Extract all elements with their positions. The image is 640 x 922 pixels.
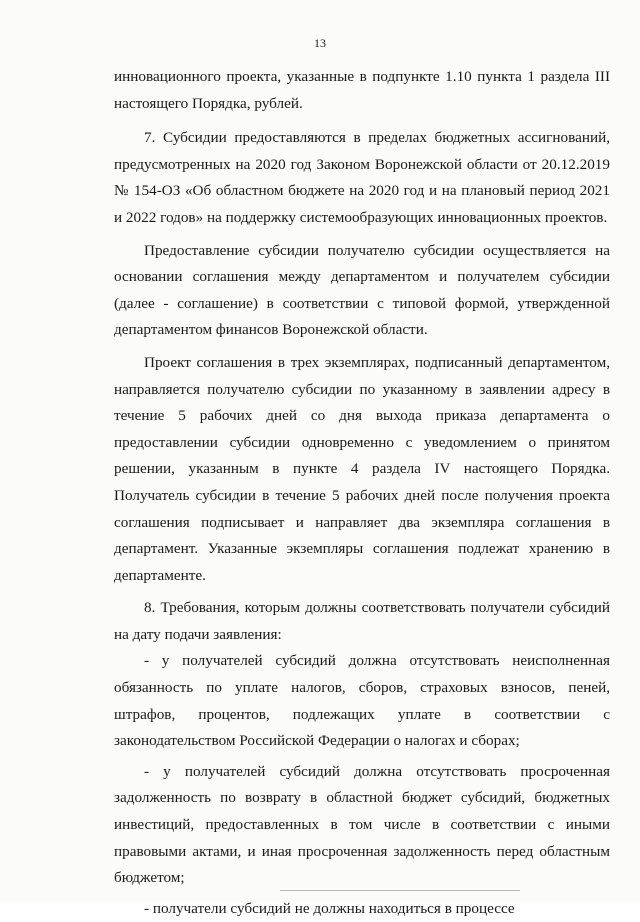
paragraph-draft-agreement: Проект соглашения в трех экземплярах, подписанный департаментом, направляется получателю субсидии по указанному в заявлении адресу в течение 5 рабочих дней со дня выхода приказа департамента о предоставлении субсидии одновременно с уведомлением о принятом решении, указанным в пункте 4 раздела IV настоящего Порядка. Получатель субсидии в течение 5 рабочих дней после получения проекта соглашения подписывает и направляет два экземпляра соглашения в департамент. Указанные экземпляры соглашения подлежат хранению в департаменте.	[114, 353, 610, 584]
list-item-debt: - у получателей субсидий должна отсутствовать просроченная задолженность по возврату в областной бюджет субсидий, бюджетных инвестиций, предоставленных в том числе в соответствии с иными правовыми актами, и иная просроченная задолженность перед областным бюджетом;	[114, 762, 610, 887]
document-body	[114, 64, 610, 922]
page-edge-line	[280, 890, 520, 891]
paragraph-agreement: Предоставление субсидии получателю субсидии осуществляется на основании соглашения между департаментом и получателем субсидии (далее - соглашение) в соответствии с типовой формой, утвержденной департаментом финансов Воронежской области.	[114, 241, 610, 339]
list-item-process: - получатели субсидий не должны находиться в процессе	[144, 899, 515, 917]
paragraph-item-7: 7. Субсидии предоставляются в пределах бюджетных ассигнований, предусмотренных на 2020 год Законом Воронежской области от 20.12.2019 № 154-ОЗ «Об областном бюджете на 2020 год и на плановый период 2021 и 2022 годов» на поддержку системообразующих инновационных проектов.	[114, 129, 610, 226]
paragraph-continuation: инновационного проекта, указанные в подпункте 1.10 пункта 1 раздела III настоящего Порядка, рублей.	[114, 68, 610, 112]
page-number: 13	[314, 36, 326, 50]
paragraph-item-8: 8. Требования, которым должны соответствовать получатели субсидий на дату подачи заявления:	[114, 599, 610, 643]
list-item-taxes: - у получателей субсидий должна отсутствовать неисполненная обязанность по уплате налогов, сборов, страховых взносов, пеней, штрафов, процентов, подлежащих уплате в соответствии с законодательством Российской Федерации о налогах и сборах;	[114, 652, 610, 750]
